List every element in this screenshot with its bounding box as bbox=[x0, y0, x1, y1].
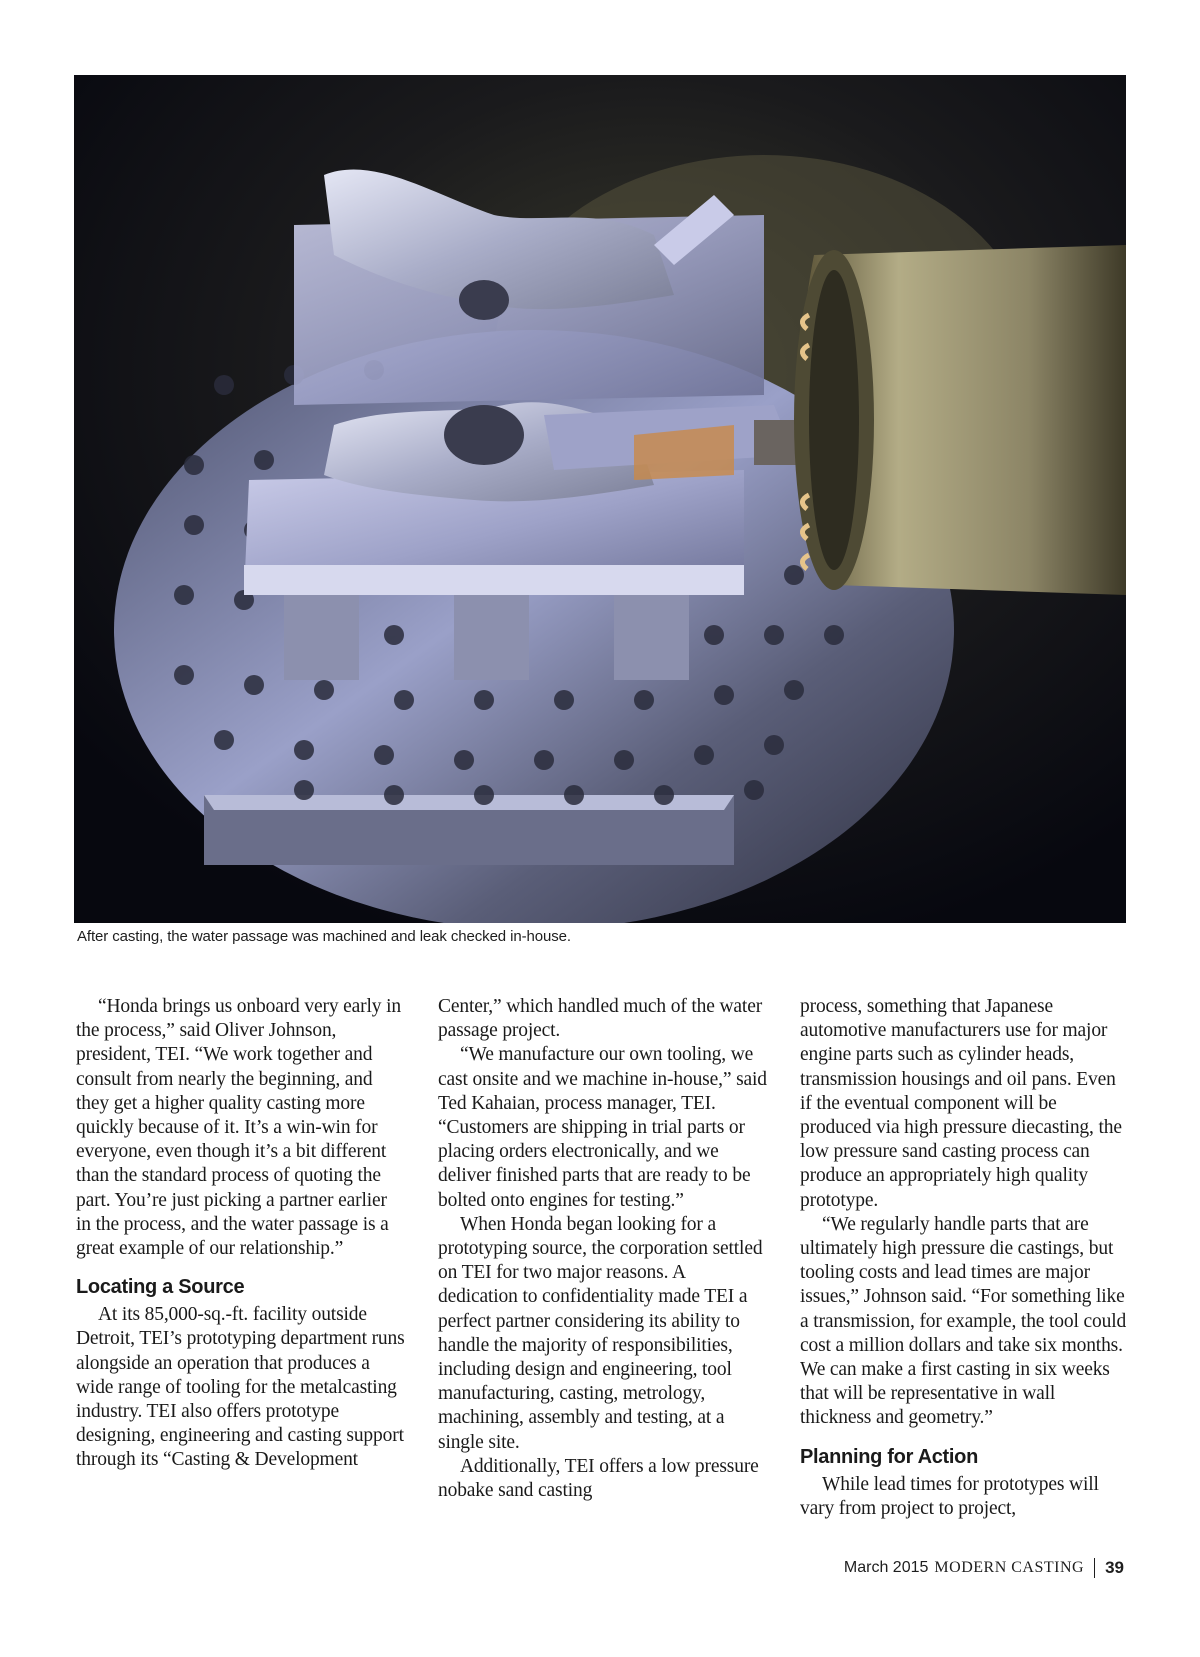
paragraph: “We manufacture our own tooling, we cast onsite and we machine in-house,” said Ted Kahaian, process manager, TEI. “Customers are shipping in trial parts or placing orders electronically, and we deliver finished parts that are ready to be bolted onto engines for testing.” bbox=[438, 1044, 767, 1211]
photo-caption: After casting, the water passage was machined and leak checked in-house. bbox=[77, 928, 571, 945]
paragraph: Additionally, TEI offers a low pressure nobake sand casting bbox=[438, 1455, 759, 1502]
paragraph: “Honda brings us onboard very early in the process,” said Oliver Johnson, president, TEI. “We work together and consult from nearly the beginning, and they get a higher quality casting more quickly because of it. It’s a win-win for everyone, even though it’s a bit different than the standard process of quoting the part. You’re just picking a partner earlier in the process, and the water passage is a great example of our relationship.” bbox=[76, 996, 401, 1260]
article-photo bbox=[74, 75, 1126, 923]
paragraph: Center,” which handled much of the water passage project. bbox=[438, 996, 763, 1042]
paragraph: While lead times for prototypes will vary from project to project, bbox=[800, 1473, 1099, 1519]
magazine-name: MODERN CASTING bbox=[934, 1559, 1085, 1576]
article-column-3 bbox=[800, 995, 1130, 1521]
paragraph: “We regularly handle parts that are ultimately high pressure die castings, but tooling costs and lead times are major issues,” Johnson said. “For something like a transmission, for example, the tool could cost a million dollars and take six months. We can make a first casting in six weeks that will be representative in wall thickness and geometry.” bbox=[800, 1213, 1127, 1429]
article-column-1 bbox=[76, 995, 406, 1473]
article-column-2 bbox=[438, 995, 768, 1503]
divider bbox=[1094, 1558, 1095, 1578]
paragraph: At its 85,000-sq.-ft. facility outside Detroit, TEI’s prototyping department runs alongside an operation that produces a wide range of tooling for the metalcasting industry. TEI also offers prototype designing, engineering and casting support through its “Casting & Development bbox=[76, 1304, 405, 1471]
page-footer bbox=[844, 1558, 1124, 1578]
issue-date: March 2015 bbox=[843, 1559, 929, 1576]
paragraph: process, something that Japanese automotive manufacturers use for major engine parts such as cylinder heads, transmission housings and oil pans. Even if the eventual component will be produced via high pressure diecasting, the low pressure sand casting process can produce an appropriately high quality prototype. bbox=[800, 996, 1122, 1211]
section-heading: Locating a Source bbox=[76, 1276, 245, 1299]
machined-casting-photo bbox=[74, 75, 1126, 923]
section-heading: Planning for Action bbox=[800, 1445, 978, 1468]
page-number: 39 bbox=[1105, 1558, 1124, 1577]
paragraph: When Honda began looking for a prototyping source, the corporation settled on TEI for two major reasons. A dedication to confidentiality made TEI a perfect partner considering its ability to handle the majority of responsibilities, including design and engineering, tool manufacturing, casting, metrology, machining, assembly and testing, at a single site. bbox=[438, 1213, 763, 1453]
